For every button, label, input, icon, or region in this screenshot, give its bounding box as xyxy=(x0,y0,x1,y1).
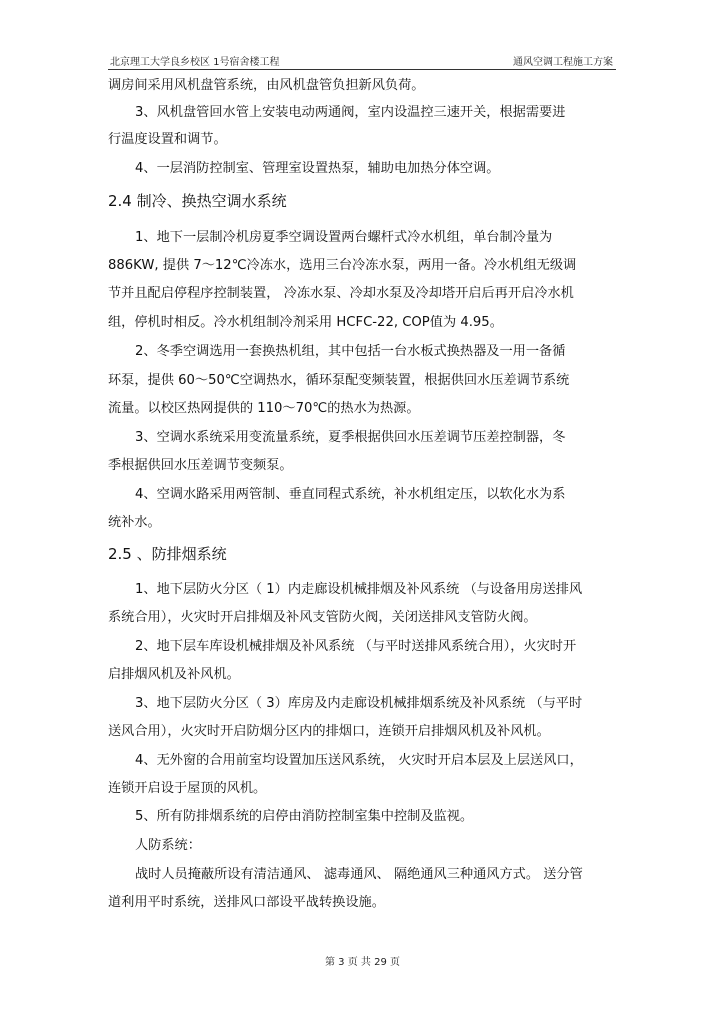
paragraph-line: 道利用平时系统，送排风口部设平战转换设施。 xyxy=(108,895,385,910)
paragraph-line: 统补水。 xyxy=(108,515,161,530)
paragraph-line: 3、空调水系统采用变流量系统，夏季根据供回水压差调节压差控制器，冬 xyxy=(135,430,566,445)
paragraph-line: 启排烟风机及补风机。 xyxy=(108,667,240,682)
paragraph-line: 2、地下层车库设机械排烟及补风系统 （与平时送排风系统合用），火灾时开 xyxy=(135,639,577,654)
paragraph-line: 5、所有防排烟系统的启停由消防控制室集中控制及监视。 xyxy=(135,809,474,824)
paragraph-line: 流量。以校区热网提供的 110～70℃的热水为热源。 xyxy=(108,401,420,416)
paragraph-line: 送风合用），火灾时开启防烟分区内的排烟口，连锁开启排烟风机及补风机。 xyxy=(108,724,550,739)
section-heading-2-5: 2.5 、防排烟系统 xyxy=(108,545,227,563)
paragraph-line: 系统合用），火灾时开启排烟及补风支管防火阀，关闭送排风支管防火阀。 xyxy=(108,610,537,625)
paragraph-line: 4、空调水路采用两管制、垂直同程式系统，补水机组定压，以软化水为系 xyxy=(135,487,566,502)
header-document-title: 通风空调工程施工方案 xyxy=(513,57,613,68)
paragraph-line: 行温度设置和调节。 xyxy=(108,132,227,147)
paragraph-line: 人防系统： xyxy=(135,838,201,853)
header-divider xyxy=(108,69,616,70)
paragraph-line: 4、无外窗的合用前室均设置加压送风系统， 火灾时开启本层及上层送风口， xyxy=(135,753,583,768)
paragraph-line: 组，停机时相反。冷水机组制冷剂采用 HCFC-22, COP值为 4.95。 xyxy=(108,315,503,330)
paragraph-line: 1、地下一层制冷机房夏季空调设置两台螺杆式冷水机组，单台制冷量为 xyxy=(135,230,553,245)
paragraph-line: 战时人员掩蔽所设有清洁通风、 滤毒通风、 隔绝通风三种通风方式。 送分管 xyxy=(135,867,583,882)
header-project-title: 北京理工大学良乡校区 1号宿舍楼工程 xyxy=(110,57,280,68)
paragraph-line: 2、冬季空调选用一套换热机组，其中包括一台水板式换热器及一用一备循 xyxy=(135,344,566,359)
paragraph-line: 连锁开启设于屋顶的风机。 xyxy=(108,781,267,796)
paragraph-line: 3、风机盘管回水管上安装电动两通阀，室内设温控三速开关，根据需要进 xyxy=(135,105,566,120)
paragraph-line: 环泵，提供 60～50℃空调热水，循环泵配变频装置，根据供回水压差调节系统 xyxy=(108,373,570,388)
paragraph-line: 1、地下层防火分区（ 1）内走廊设机械排烟及补风系统 （与设备用房送排风 xyxy=(135,582,583,597)
paragraph-line: 季根据供回水压差调节变频泵。 xyxy=(108,458,293,473)
page-number: 第 3 页 共 29 页 xyxy=(325,957,400,968)
paragraph-line: 调房间采用风机盘管系统，由风机盘管负担新风负荷。 xyxy=(108,78,425,93)
paragraph-line: 886KW, 提供 7～12℃冷冻水，选用三台冷冻水泵，两用一备。冷水机组无级调 xyxy=(108,258,577,273)
paragraph-line: 3、地下层防火分区（ 3）库房及内走廊设机械排烟系统及补风系统 （与平时 xyxy=(135,696,583,711)
paragraph-line: 节并且配启停程序控制装置， 冷冻水泵、冷却水泵及冷却塔开启后再开启冷水机 xyxy=(108,286,574,301)
section-heading-2-4: 2.4 制冷、换热空调水系统 xyxy=(108,192,287,210)
paragraph-line: 4、一层消防控制室、管理室设置热泵，辅助电加热分体空调。 xyxy=(135,161,500,176)
